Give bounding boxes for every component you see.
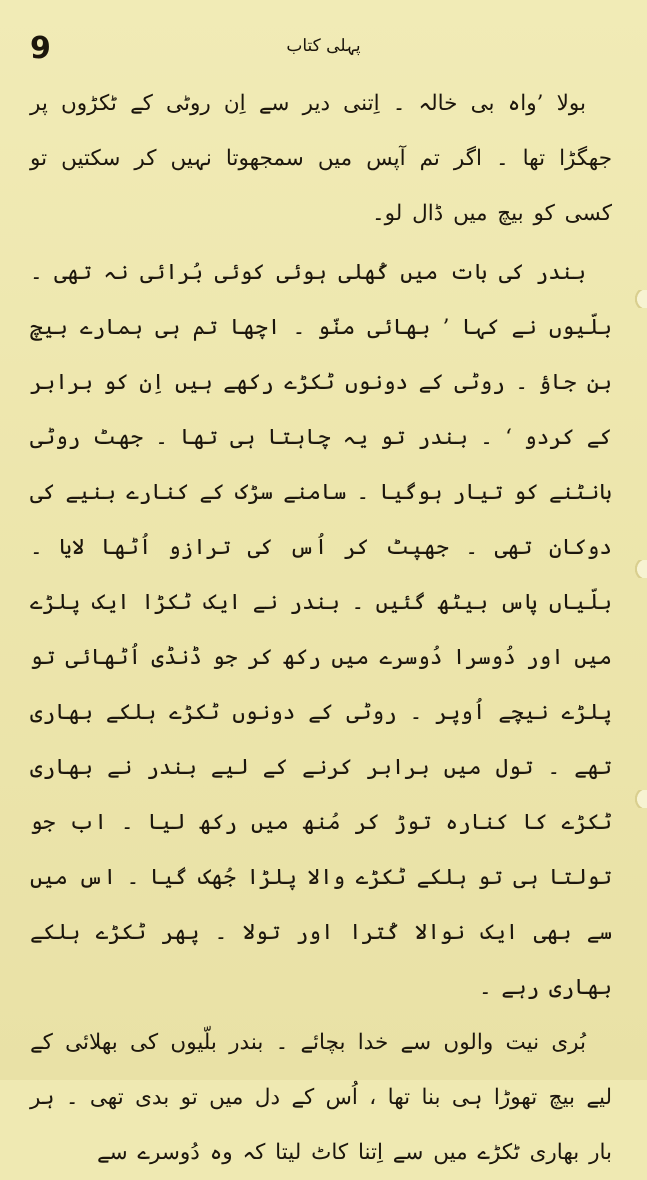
page-number: 9: [30, 31, 51, 66]
paragraph: بولا ’واہ بی خالہ ۔ اِتنی دیر سے اِن روٹی کے ٹکڑوں پر جھگڑا تھا ۔ اگر تم آپس میں سمجھوتا نہیں کر سکتیں تو کسی کو بیچ میں ڈال لو۔: [30, 91, 612, 226]
page-edge-nick: [627, 790, 647, 808]
paragraph: بُری نیت والوں سے خدا بچائے ۔ بندر بلّیوں کی بھلائی کے لیے بیچ تھوڑا ہی بنا تھا ، اُس کے دل میں تو بدی تھی ۔ ہر بار بھاری ٹکڑے میں سے اِتنا کاٹ لیتا کہ وہ دُوسرے سے: [30, 1030, 612, 1165]
page-edge-nick: [627, 560, 647, 578]
paragraph: بندر کی بات میں کُھلی ہوئی کوئی بُرائی نہ تھی ۔ بلّیوں نے کہا ’ بھائی منّو ۔ اچھا تم ہی ہمارے بیچ بن جاؤ ۔ روٹی کے دونوں ٹکڑے رکھے ہیں اِن کو برابر کے کردو ‘ ۔ بندر تو یہ چاہتا ہی تھا ۔ جھٹ روٹی بانٹنے کو تیار ہوگیا ۔ سامنے سڑک کے کنارے بنیے کی دوکان تھی ۔ جھپٹ کر اُس کی ترازو اُٹھا لایا ۔ بلّیاں پاس بیٹھ گئیں ۔ بندر نے ایک ٹکڑا ایک پلڑے میں اور دُوسرا دُوسرے میں رکھ کر جو ڈنڈی اُٹھائی تو پلڑے نیچے اُوپر ۔ روٹی کے دونوں ٹکڑے ہلکے بھاری تھے ۔ تول میں برابر کرنے کے لیے بندر نے بھاری ٹکڑے کا کنارہ توڑ کر مُنھ میں رکھ لیا ۔ اب جو تولتا ہی تو ہلکے ٹکڑے والا پلڑا جُھک گیا ۔ اس میں سے بھی ایک نوالا کُترا اور تولا ۔ پھر ٹکڑے ہلکے بھاری رہے ۔: [30, 260, 612, 1000]
running-title: پہلی کتاب: [286, 36, 361, 56]
body-text: [30, 76, 612, 1180]
page-edge-nick: [627, 290, 647, 308]
